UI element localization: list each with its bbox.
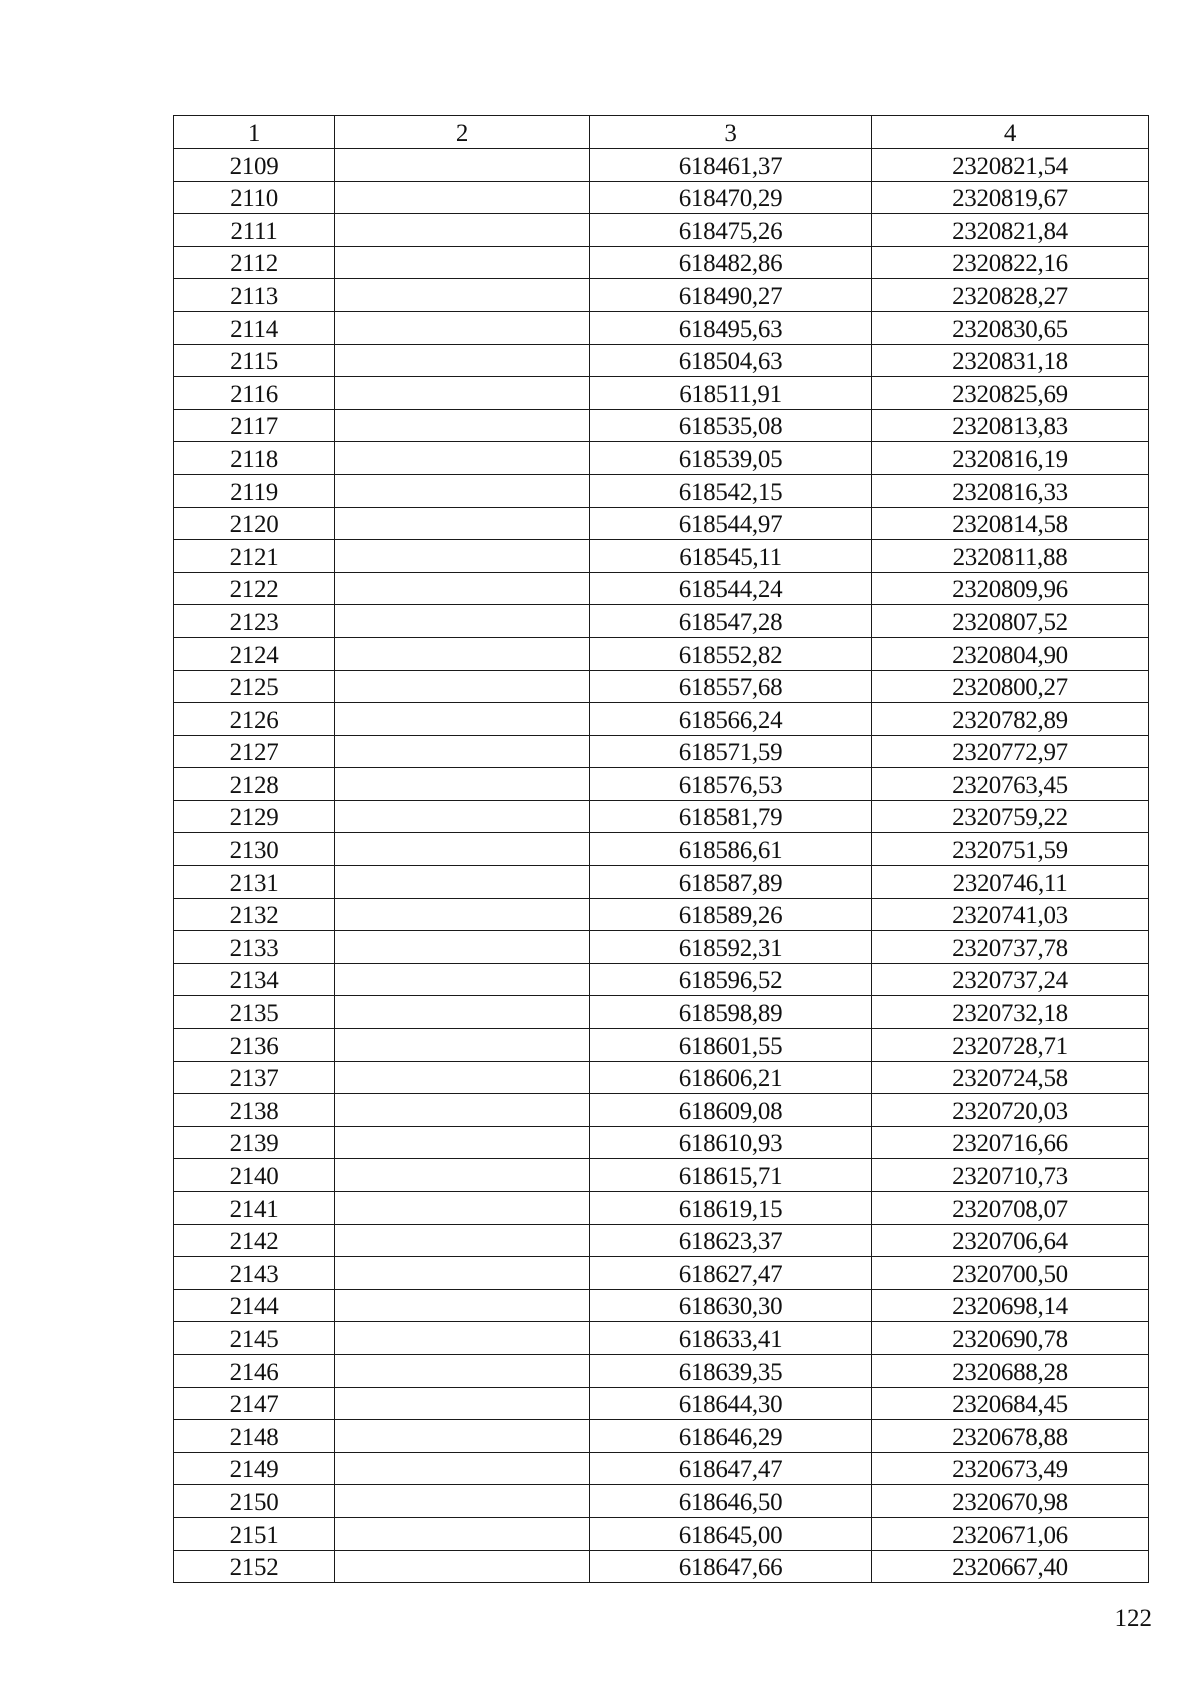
table-row: [174, 1322, 1149, 1355]
point-number-cell: 2141: [174, 1192, 335, 1225]
table-row: [174, 1257, 1149, 1290]
table-row: [174, 670, 1149, 703]
point-number-cell: 2132: [174, 898, 335, 931]
empty-cell: [335, 996, 590, 1029]
table-row: [174, 474, 1149, 507]
point-number-cell: 2137: [174, 1061, 335, 1094]
point-number-cell: 2140: [174, 1159, 335, 1192]
point-number-cell: 2122: [174, 572, 335, 605]
point-number-cell: 2129: [174, 800, 335, 833]
y-coordinate-cell: 2320700,50: [872, 1257, 1149, 1290]
empty-cell: [335, 181, 590, 214]
table-row: [174, 1452, 1149, 1485]
point-number-cell: 2126: [174, 703, 335, 736]
empty-cell: [335, 800, 590, 833]
table-row: [174, 1126, 1149, 1159]
point-number-cell: 2131: [174, 866, 335, 899]
x-coordinate-cell: 618606,21: [590, 1061, 872, 1094]
empty-cell: [335, 1517, 590, 1550]
x-coordinate-cell: 618581,79: [590, 800, 872, 833]
point-number-cell: 2111: [174, 214, 335, 247]
point-number-cell: 2124: [174, 637, 335, 670]
x-coordinate-cell: 618544,97: [590, 507, 872, 540]
empty-cell: [335, 1550, 590, 1583]
table-row: [174, 246, 1149, 279]
point-number-cell: 2118: [174, 442, 335, 475]
x-coordinate-cell: 618627,47: [590, 1257, 872, 1290]
y-coordinate-cell: 2320751,59: [872, 833, 1149, 866]
point-number-cell: 2112: [174, 246, 335, 279]
y-coordinate-cell: 2320807,52: [872, 605, 1149, 638]
x-coordinate-cell: 618610,93: [590, 1126, 872, 1159]
x-coordinate-cell: 618630,30: [590, 1289, 872, 1322]
x-coordinate-cell: 618576,53: [590, 768, 872, 801]
empty-cell: [335, 963, 590, 996]
y-coordinate-cell: 2320800,27: [872, 670, 1149, 703]
point-number-cell: 2146: [174, 1354, 335, 1387]
table-row: [174, 931, 1149, 964]
empty-cell: [335, 1061, 590, 1094]
x-coordinate-cell: 618623,37: [590, 1224, 872, 1257]
x-coordinate-cell: 618547,28: [590, 605, 872, 638]
point-number-cell: 2128: [174, 768, 335, 801]
x-coordinate-cell: 618615,71: [590, 1159, 872, 1192]
table-row: [174, 1159, 1149, 1192]
point-number-cell: 2138: [174, 1094, 335, 1127]
table-row: [174, 800, 1149, 833]
x-coordinate-cell: 618539,05: [590, 442, 872, 475]
y-coordinate-cell: 2320811,88: [872, 540, 1149, 573]
point-number-cell: 2150: [174, 1485, 335, 1518]
x-coordinate-cell: 618644,30: [590, 1387, 872, 1420]
empty-cell: [335, 637, 590, 670]
x-coordinate-cell: 618461,37: [590, 149, 872, 182]
x-coordinate-cell: 618645,00: [590, 1517, 872, 1550]
table-row: [174, 637, 1149, 670]
table-row: [174, 1061, 1149, 1094]
point-number-cell: 2152: [174, 1550, 335, 1583]
y-coordinate-cell: 2320720,03: [872, 1094, 1149, 1127]
empty-cell: [335, 866, 590, 899]
y-coordinate-cell: 2320828,27: [872, 279, 1149, 312]
point-number-cell: 2139: [174, 1126, 335, 1159]
y-coordinate-cell: 2320706,64: [872, 1224, 1149, 1257]
y-coordinate-cell: 2320813,83: [872, 409, 1149, 442]
table-row: [174, 377, 1149, 410]
y-coordinate-cell: 2320737,78: [872, 931, 1149, 964]
y-coordinate-cell: 2320822,16: [872, 246, 1149, 279]
y-coordinate-cell: 2320759,22: [872, 800, 1149, 833]
y-coordinate-cell: 2320821,84: [872, 214, 1149, 247]
point-number-cell: 2120: [174, 507, 335, 540]
point-number-cell: 2151: [174, 1517, 335, 1550]
table-row: [174, 540, 1149, 573]
y-coordinate-cell: 2320816,19: [872, 442, 1149, 475]
point-number-cell: 2114: [174, 311, 335, 344]
table-row: [174, 605, 1149, 638]
empty-cell: [335, 1094, 590, 1127]
point-number-cell: 2115: [174, 344, 335, 377]
x-coordinate-cell: 618545,11: [590, 540, 872, 573]
y-coordinate-cell: 2320732,18: [872, 996, 1149, 1029]
y-coordinate-cell: 2320716,66: [872, 1126, 1149, 1159]
y-coordinate-cell: 2320724,58: [872, 1061, 1149, 1094]
empty-cell: [335, 1289, 590, 1322]
y-coordinate-cell: 2320688,28: [872, 1354, 1149, 1387]
table-row: [174, 1550, 1149, 1583]
empty-cell: [335, 1354, 590, 1387]
table-row: [174, 1387, 1149, 1420]
x-coordinate-cell: 618589,26: [590, 898, 872, 931]
point-number-cell: 2130: [174, 833, 335, 866]
empty-cell: [335, 735, 590, 768]
empty-cell: [335, 572, 590, 605]
y-coordinate-cell: 2320684,45: [872, 1387, 1149, 1420]
point-number-cell: 2125: [174, 670, 335, 703]
y-coordinate-cell: 2320816,33: [872, 474, 1149, 507]
point-number-cell: 2135: [174, 996, 335, 1029]
x-coordinate-cell: 618482,86: [590, 246, 872, 279]
point-number-cell: 2133: [174, 931, 335, 964]
empty-cell: [335, 377, 590, 410]
empty-cell: [335, 1192, 590, 1225]
x-coordinate-cell: 618587,89: [590, 866, 872, 899]
y-coordinate-cell: 2320804,90: [872, 637, 1149, 670]
y-coordinate-cell: 2320763,45: [872, 768, 1149, 801]
table-row: [174, 1094, 1149, 1127]
empty-cell: [335, 1485, 590, 1518]
empty-cell: [335, 214, 590, 247]
y-coordinate-cell: 2320710,73: [872, 1159, 1149, 1192]
y-coordinate-cell: 2320670,98: [872, 1485, 1149, 1518]
empty-cell: [335, 1029, 590, 1062]
point-number-cell: 2116: [174, 377, 335, 410]
y-coordinate-cell: 2320708,07: [872, 1192, 1149, 1225]
empty-cell: [335, 540, 590, 573]
x-coordinate-cell: 618495,63: [590, 311, 872, 344]
column-header-4: 4: [872, 116, 1149, 149]
empty-cell: [335, 768, 590, 801]
point-number-cell: 2148: [174, 1420, 335, 1453]
empty-cell: [335, 474, 590, 507]
x-coordinate-cell: 618557,68: [590, 670, 872, 703]
y-coordinate-cell: 2320690,78: [872, 1322, 1149, 1355]
point-number-cell: 2109: [174, 149, 335, 182]
empty-cell: [335, 898, 590, 931]
y-coordinate-cell: 2320746,11: [872, 866, 1149, 899]
empty-cell: [335, 246, 590, 279]
point-number-cell: 2113: [174, 279, 335, 312]
table-row: [174, 572, 1149, 605]
point-number-cell: 2142: [174, 1224, 335, 1257]
point-number-cell: 2134: [174, 963, 335, 996]
x-coordinate-cell: 618542,15: [590, 474, 872, 507]
empty-cell: [335, 605, 590, 638]
table-row: [174, 1289, 1149, 1322]
empty-cell: [335, 344, 590, 377]
x-coordinate-cell: 618646,50: [590, 1485, 872, 1518]
table-row: [174, 1029, 1149, 1062]
point-number-cell: 2147: [174, 1387, 335, 1420]
column-header-1: 1: [174, 116, 335, 149]
x-coordinate-cell: 618586,61: [590, 833, 872, 866]
empty-cell: [335, 1387, 590, 1420]
empty-cell: [335, 442, 590, 475]
x-coordinate-cell: 618490,27: [590, 279, 872, 312]
x-coordinate-cell: 618619,15: [590, 1192, 872, 1225]
column-header-2: 2: [335, 116, 590, 149]
table-row: [174, 963, 1149, 996]
table-body: [174, 149, 1149, 1583]
empty-cell: [335, 703, 590, 736]
table-row: [174, 898, 1149, 931]
table-row: [174, 214, 1149, 247]
empty-cell: [335, 279, 590, 312]
y-coordinate-cell: 2320698,14: [872, 1289, 1149, 1322]
y-coordinate-cell: 2320782,89: [872, 703, 1149, 736]
x-coordinate-cell: 618601,55: [590, 1029, 872, 1062]
empty-cell: [335, 409, 590, 442]
column-header-3: 3: [590, 116, 872, 149]
empty-cell: [335, 149, 590, 182]
x-coordinate-cell: 618647,66: [590, 1550, 872, 1583]
x-coordinate-cell: 618511,91: [590, 377, 872, 410]
empty-cell: [335, 1126, 590, 1159]
x-coordinate-cell: 618633,41: [590, 1322, 872, 1355]
table-row: [174, 311, 1149, 344]
table-row: [174, 866, 1149, 899]
table-row: [174, 833, 1149, 866]
table-row: [174, 181, 1149, 214]
y-coordinate-cell: 2320737,24: [872, 963, 1149, 996]
point-number-cell: 2143: [174, 1257, 335, 1290]
empty-cell: [335, 670, 590, 703]
table-row: [174, 442, 1149, 475]
x-coordinate-cell: 618535,08: [590, 409, 872, 442]
x-coordinate-cell: 618544,24: [590, 572, 872, 605]
y-coordinate-cell: 2320772,97: [872, 735, 1149, 768]
table-row: [174, 703, 1149, 736]
point-number-cell: 2119: [174, 474, 335, 507]
empty-cell: [335, 1257, 590, 1290]
point-number-cell: 2123: [174, 605, 335, 638]
y-coordinate-cell: 2320671,06: [872, 1517, 1149, 1550]
empty-cell: [335, 311, 590, 344]
point-number-cell: 2149: [174, 1452, 335, 1485]
empty-cell: [335, 1159, 590, 1192]
x-coordinate-cell: 618552,82: [590, 637, 872, 670]
x-coordinate-cell: 618609,08: [590, 1094, 872, 1127]
table-row: [174, 507, 1149, 540]
table-row: [174, 735, 1149, 768]
y-coordinate-cell: 2320678,88: [872, 1420, 1149, 1453]
y-coordinate-cell: 2320673,49: [872, 1452, 1149, 1485]
header-row: [174, 116, 1149, 149]
table-row: [174, 1354, 1149, 1387]
empty-cell: [335, 1452, 590, 1485]
table-row: [174, 1192, 1149, 1225]
point-number-cell: 2145: [174, 1322, 335, 1355]
empty-cell: [335, 1322, 590, 1355]
x-coordinate-cell: 618504,63: [590, 344, 872, 377]
table-header: [174, 116, 1149, 149]
empty-cell: [335, 931, 590, 964]
y-coordinate-cell: 2320728,71: [872, 1029, 1149, 1062]
table-row: [174, 1420, 1149, 1453]
y-coordinate-cell: 2320825,69: [872, 377, 1149, 410]
empty-cell: [335, 1224, 590, 1257]
x-coordinate-cell: 618475,26: [590, 214, 872, 247]
table-row: [174, 279, 1149, 312]
y-coordinate-cell: 2320831,18: [872, 344, 1149, 377]
table-row: [174, 768, 1149, 801]
point-number-cell: 2144: [174, 1289, 335, 1322]
point-number-cell: 2136: [174, 1029, 335, 1062]
point-number-cell: 2121: [174, 540, 335, 573]
x-coordinate-cell: 618596,52: [590, 963, 872, 996]
table-row: [174, 1485, 1149, 1518]
y-coordinate-cell: 2320809,96: [872, 572, 1149, 605]
x-coordinate-cell: 618639,35: [590, 1354, 872, 1387]
empty-cell: [335, 833, 590, 866]
y-coordinate-cell: 2320821,54: [872, 149, 1149, 182]
empty-cell: [335, 1420, 590, 1453]
x-coordinate-cell: 618646,29: [590, 1420, 872, 1453]
x-coordinate-cell: 618571,59: [590, 735, 872, 768]
page-number: 122: [1114, 1605, 1152, 1632]
y-coordinate-cell: 2320814,58: [872, 507, 1149, 540]
x-coordinate-cell: 618647,47: [590, 1452, 872, 1485]
y-coordinate-cell: 2320667,40: [872, 1550, 1149, 1583]
coordinates-table: [173, 115, 1149, 1583]
point-number-cell: 2117: [174, 409, 335, 442]
x-coordinate-cell: 618598,89: [590, 996, 872, 1029]
empty-cell: [335, 507, 590, 540]
point-number-cell: 2110: [174, 181, 335, 214]
x-coordinate-cell: 618566,24: [590, 703, 872, 736]
y-coordinate-cell: 2320741,03: [872, 898, 1149, 931]
table-row: [174, 409, 1149, 442]
y-coordinate-cell: 2320830,65: [872, 311, 1149, 344]
x-coordinate-cell: 618470,29: [590, 181, 872, 214]
table-row: [174, 1517, 1149, 1550]
x-coordinate-cell: 618592,31: [590, 931, 872, 964]
table-row: [174, 344, 1149, 377]
point-number-cell: 2127: [174, 735, 335, 768]
table-row: [174, 149, 1149, 182]
y-coordinate-cell: 2320819,67: [872, 181, 1149, 214]
table-row: [174, 996, 1149, 1029]
table-row: [174, 1224, 1149, 1257]
